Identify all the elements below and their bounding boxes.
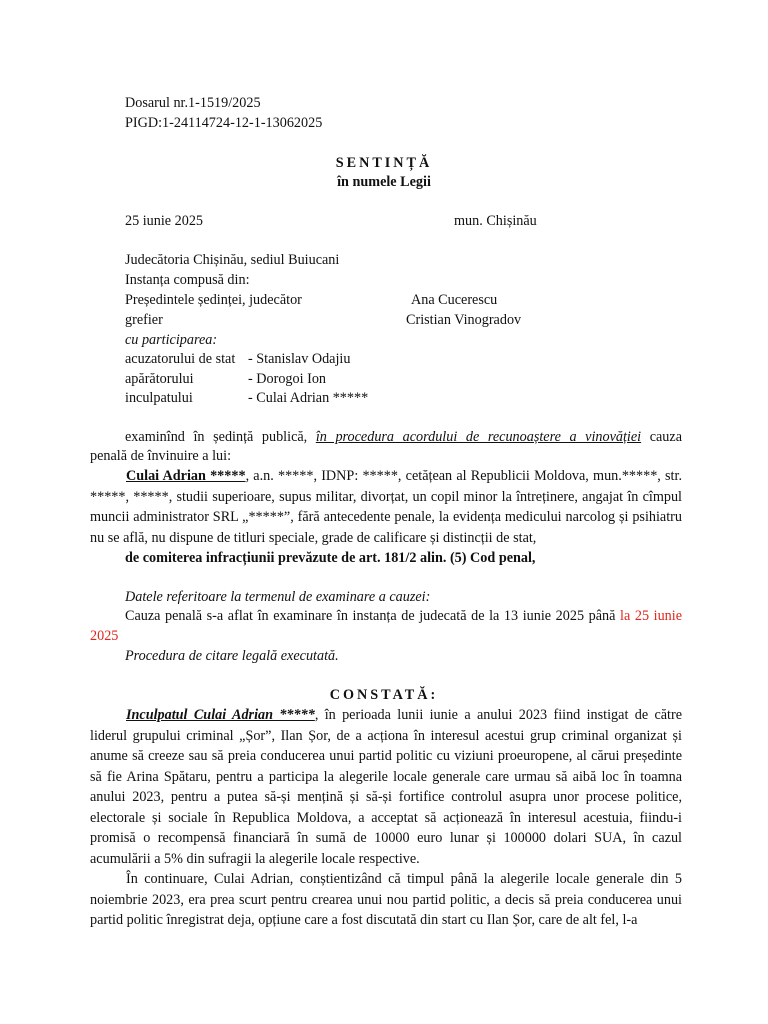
pigd-number: PIGD:1-24114724-12-1-13062025 [125, 115, 323, 131]
participant-role: acuzatorului de stat [125, 351, 236, 367]
court-composed-label: Instanța compusă din: [125, 272, 250, 288]
findings-defendant-name: Inculpatul Culai Adrian ***** [126, 707, 315, 723]
citation-note: Procedura de citare legală executată. [125, 648, 339, 664]
findings-heading: CONSTATĂ: [329, 687, 439, 703]
participant-role: apărătorului [125, 371, 194, 387]
terms-text-main: Cauza penală s-a aflat în examinare în instanța de judecată de la 13 iunie 2025 până [125, 608, 621, 624]
document-title: SENTINȚĂ [335, 155, 433, 171]
intro-text: examinînd în ședință publică, [125, 429, 316, 445]
findings-paragraph-2-text: În continuare, Culai Adrian, conștientizând că timpul până la alegerile locale generale din 5 noiembrie 2023, era prea scurt pentru crearea unui nou partid politic, a decis să preia conducerea unui partid politic înregistrat deja, opțiune care a fost discutată din start cu Ilan Șor, care de alt fel, l-a [90, 871, 682, 928]
clerk-name: Cristian Vinogradov [406, 312, 522, 328]
participant-name: - Stanislav Odajiu [248, 351, 351, 367]
intro-text-end: cauza [641, 429, 682, 445]
defendant-name: Culai Adrian ***** [126, 468, 246, 484]
examination-intro [125, 427, 682, 448]
president-name: Ana Cucerescu [411, 292, 498, 308]
terms-end-date: la 25 iunie [620, 608, 683, 624]
participant-role: inculpatului [125, 390, 193, 406]
terms-heading: Datele referitoare la termenul de examinare a cauzei: [125, 589, 431, 605]
clerk-label: grefier [125, 312, 163, 328]
participant-name: - Dorogoi Ion [248, 371, 327, 387]
terms-text [125, 606, 682, 627]
participation-label: cu participarea: [125, 332, 218, 348]
sentence-date: 25 iunie 2025 [125, 213, 204, 229]
court-name: Judecătoria Chișinău, sediul Buiucani [125, 252, 340, 268]
president-label: Președintele ședinței, judecător [125, 292, 302, 308]
charge-statement: de comiterea infracțiunii prevăzute de art. 181/2 alin. (5) Cod penal, [125, 550, 536, 566]
case-number: Dosarul nr.1-1519/2025 [125, 95, 261, 111]
sentence-place: mun. Chișinău [454, 213, 537, 229]
participant-name: - Culai Adrian ***** [248, 390, 369, 406]
terms-end-year: 2025 [90, 628, 119, 644]
defendant-details [90, 466, 682, 548]
findings-paragraph-1 [90, 705, 682, 869]
findings-paragraph-1-text: , în perioada lunii iunie a anului 2023 fiind instigat de către liderul grupului criminal „Șor”, Ilan Șor, de a acționa în interesul acestui grup criminal organizat și anume să creeze sau să preia conducerea unui partid politic cu viziuni proeuropene, al cărui președinte să fie Arina Spătaru, pentru a participa la alegerile locale generale care urmau să aibă loc în toamna anului 2023, pentru a putea să-și mențină și să-și fortifice controlul asupra unor procese politice, electorale și sociale în Republica Moldova, a acceptat să acționează în interesul acestuia, fiindu-i promisă o recompensă financiară în sumă de 10000 euro lunar și 100000 dolari SUA, în cazul acumulării a 5% din sufragii la alegerile locale respective. [90, 707, 683, 867]
procedure-emphasis: în procedura acordului de recunoaștere a vinovăției [315, 429, 642, 445]
defendant-details-text: , a.n. *****, IDNP: *****, cetățean al Republicii Moldova, mun.*****, str. *****, *****, studii superioare, supus militar, divorțat, un copil minor la întreținere, angajat în cîmpul muncii administrator SRL „*****”, fără antecedente penale, la evidența medicului narcolog și psihiatru nu se află, nu dispune de titluri speciale, grade de calificare și distincții de stat, [90, 468, 682, 546]
document-subtitle: în numele Legii [337, 174, 431, 190]
examination-intro-line2: penală de învinuire a lui: [90, 448, 232, 464]
findings-paragraph-2 [90, 869, 682, 931]
